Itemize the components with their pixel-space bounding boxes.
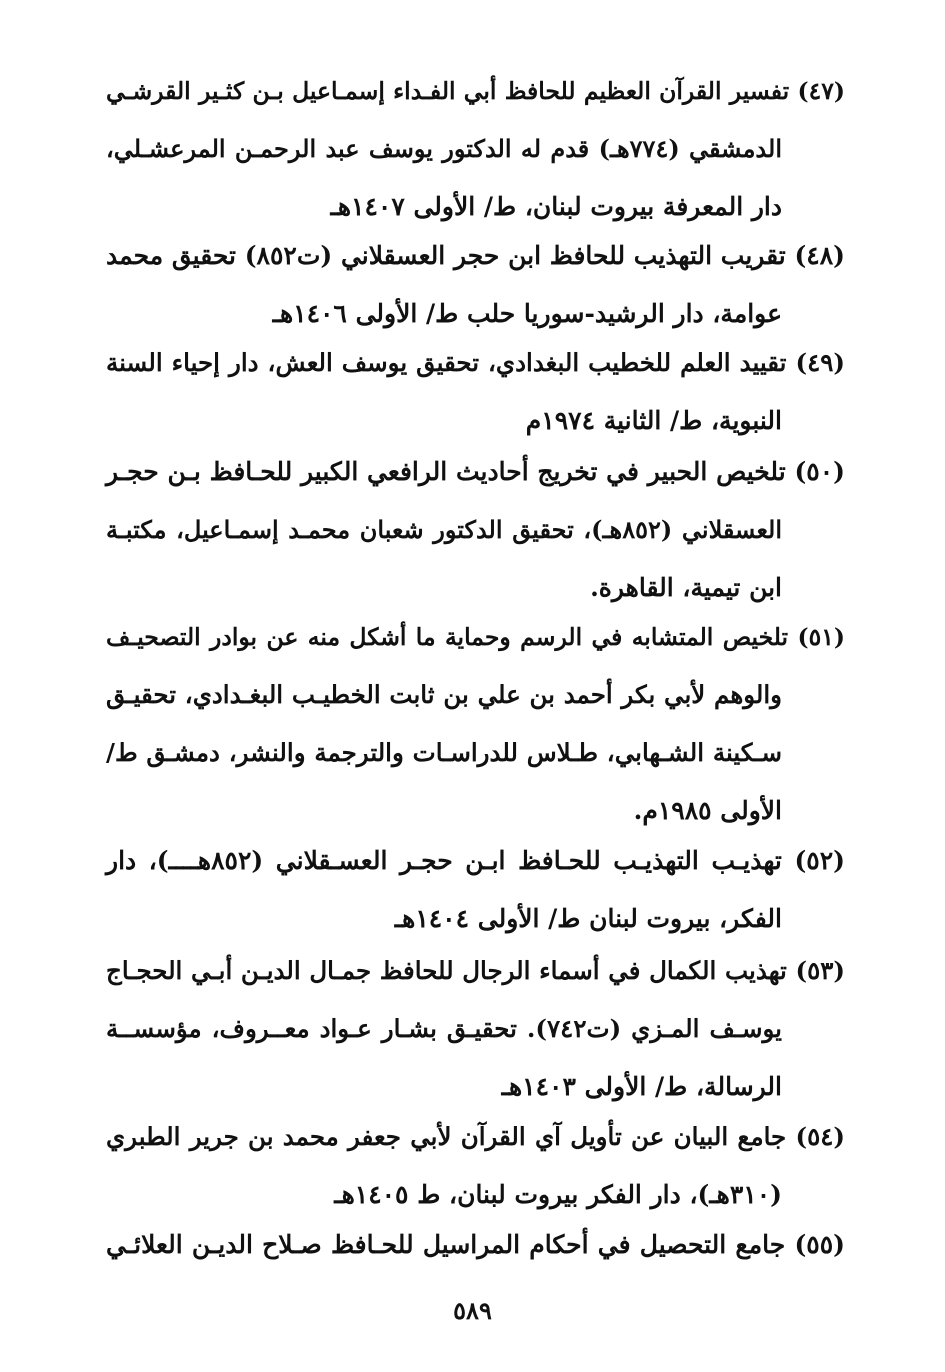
entry-continuation-line: ابن تيمية، القاهرة. — [590, 573, 782, 602]
entry-continuation-line: الدمشقي (٧٧٤هـ) قدم له الدكتور يوسف عبد الرحمـن المرعشـلي، — [106, 134, 782, 163]
entry-continuation-line: النبوية، ط/ الثانية ١٩٧٤م — [525, 406, 782, 435]
entry-number: (٥٢) — [794, 846, 845, 875]
entry-number: (٤٩) — [795, 348, 846, 377]
bibliography-entry — [106, 1216, 845, 1274]
bibliography-entry — [106, 334, 845, 450]
entry-text: تقييد العلم للخطيب البغدادي، تحقيق يوسف العش، دار إحياء السنة — [106, 348, 787, 377]
bibliography-entry — [106, 942, 845, 1116]
entry-continuation-line: دار المعرفة بيروت لبنان، ط/ الأولى ١٤٠٧هـ — [330, 192, 782, 221]
entry-continuation-line: سـكينة الشـهابي، طـلاس للدراسـات والترجمة والنشر، دمشـق ط/ — [106, 738, 782, 767]
entry-continuation-line: الأولى ١٩٨٥م. — [633, 796, 782, 825]
entry-number: (٤٨) — [794, 241, 845, 270]
entry-first-line — [106, 334, 845, 392]
bibliography-entry — [106, 227, 845, 343]
entry-number: (٥٠) — [794, 457, 845, 486]
entry-continuation-line: يوسـف المـزي (ت٧٤٢). تحقيـق بشـار عـواد معــروف، مؤسســة — [106, 1014, 782, 1043]
bibliography-entry — [106, 608, 845, 840]
entry-continuation-line: والوهم لأبي بكر أحمد بن علي بن ثابت الخطيـب البغـدادي، تحقيـق — [106, 680, 782, 709]
bibliography-entry — [106, 832, 845, 948]
entry-continuation-line: الفكر، بيروت لبنان ط/ الأولى ١٤٠٤هـ — [394, 904, 782, 933]
entry-text: تهذيـب التهذيـب للحـافظ ابـن حجـر العسـقلاني (٨٥٢هــــ)، دار — [106, 846, 782, 875]
entry-first-line — [106, 608, 845, 666]
entry-first-line — [106, 1216, 845, 1274]
entry-first-line — [106, 832, 845, 890]
entry-continuation-line: الرسالة، ط/ الأولى ١٤٠٣هـ — [501, 1072, 782, 1101]
entry-text: تفسير القرآن العظيم للحافظ أبي الفـداء إسمـاعيل بـن كثـير القرشـي — [106, 77, 790, 105]
entry-number: (٥٥) — [794, 1230, 845, 1259]
entry-text: جامع التحصيل في أحكام المراسيل للحـافظ صـلاح الديـن العلائـي — [106, 1230, 786, 1259]
entry-number: (٤٧) — [797, 77, 846, 105]
entry-number: (٥٣) — [795, 956, 845, 985]
entry-number: (٥٤) — [795, 1122, 846, 1151]
page-number: ٥٨٩ — [453, 1296, 492, 1325]
bibliography-entry — [106, 62, 845, 236]
entry-number: (٥١) — [797, 623, 846, 651]
entry-text: تلخيص الحبير في تخريج أحاديث الرافعي الكبير للحـافظ بـن حجـر — [106, 457, 786, 486]
bibliography-entry — [106, 443, 845, 617]
entry-first-line — [106, 443, 845, 501]
entry-first-line — [106, 1108, 845, 1166]
entry-text: تهذيب الكمال في أسماء الرجال للحافظ جمـال الديـن أبـي الحجـاج — [106, 956, 787, 985]
entry-first-line — [106, 227, 845, 285]
entry-text: تلخيص المتشابه في الرسم وحماية ما أشكل منه عن بوادر التصحيـف — [106, 623, 789, 651]
entry-continuation-line: عوامة، دار الرشيد-سوريا حلب ط/ الأولى ١٤٠٦هـ — [272, 299, 782, 328]
entry-first-line — [106, 942, 845, 1000]
entry-text: تقريب التهذيب للحافظ ابن حجر العسقلاني (ت٨٥٢) تحقيق محمد — [106, 241, 786, 270]
entry-text: جامع البيان عن تأويل آي القرآن لأبي جعفر محمد بن جرير الطبري — [106, 1122, 787, 1151]
bibliography-entry — [106, 1108, 845, 1224]
entry-continuation-line: (٣١٠هـ)، دار الفكر بيروت لبنان، ط ١٤٠٥هـ — [334, 1180, 782, 1209]
entry-first-line — [106, 62, 845, 120]
entry-continuation-line: العسقلاني (٨٥٢هـ)، تحقيق الدكتور شعبان محمـد إسمـاعيل، مكتبـة — [106, 515, 782, 544]
